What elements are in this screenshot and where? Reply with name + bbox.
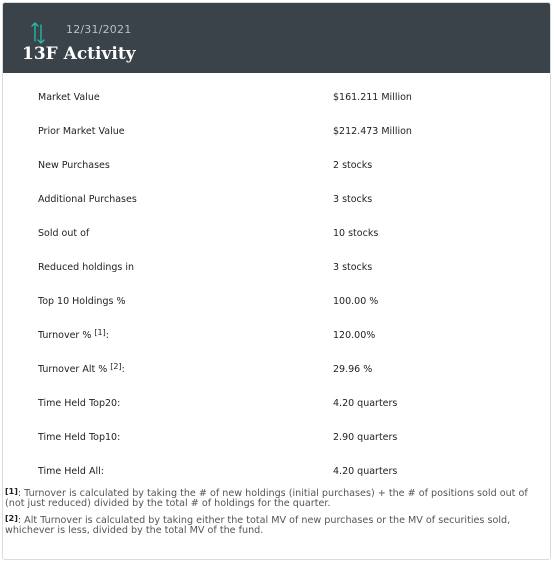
row-value: 4.20 quarters [333,398,398,409]
row-label-text: Turnover Alt % [38,364,108,375]
table-row [3,388,550,422]
table-row [3,286,550,320]
row-label: Time Held All: [38,466,104,477]
table-row [3,252,550,286]
row-value: 3 stocks [333,262,373,273]
table-row [3,184,550,218]
activity-card [2,2,551,560]
table-row [3,116,550,150]
table-row [3,82,550,116]
row-value: 2.90 quarters [333,432,398,443]
footnote-marker: [2] [5,514,18,523]
table-row [3,456,550,490]
row-value: 100.00 % [333,296,379,307]
row-label: Time Held Top20: [38,398,121,409]
table-row [3,354,550,388]
row-label: Sold out of [38,228,90,239]
row-label-turnover-alt [38,364,125,375]
row-label-suffix: : [121,364,125,375]
row-label: Top 10 Holdings % [38,296,126,307]
footnote-1 [5,489,545,509]
row-value: 2 stocks [333,160,373,171]
up-down-arrows-icon [30,20,46,46]
row-label-turnover [38,330,109,341]
row-value: 29.96 % [333,364,373,375]
footnote-ref-1[interactable]: [1] [94,328,106,337]
row-value: 10 stocks [333,228,379,239]
row-label: Reduced holdings in [38,262,135,273]
row-label: Prior Market Value [38,126,125,137]
row-value: 120.00% [333,330,376,341]
table-row [3,150,550,184]
footnotes [5,489,545,543]
row-value: $212.473 Million [333,126,412,137]
footnote-ref-2[interactable]: [2] [110,362,122,371]
footnote-marker: [1] [5,487,18,496]
row-label: Market Value [38,92,100,103]
report-date: 12/31/2021 [66,23,132,36]
activity-table [3,82,550,490]
row-label-suffix: : [105,330,109,341]
row-label: Time Held Top10: [38,432,121,443]
table-row [3,320,550,354]
row-value: 3 stocks [333,194,373,205]
row-label: Additional Purchases [38,194,137,205]
row-label: New Purchases [38,160,110,171]
row-value: $161.211 Million [333,92,412,103]
table-row [3,218,550,252]
row-value: 4.20 quarters [333,466,398,477]
table-row [3,422,550,456]
row-label-text: Turnover % [38,330,92,341]
footnote-text: : Turnover is calculated by taking the # of new holdings (initial purchases) + the # of positions sold out of (not just reduced) divided by the total # of holdings for the quarter. [5,488,528,509]
footnote-2 [5,516,545,536]
card-header [3,3,550,73]
card-title: 13F Activity [22,44,136,64]
footnote-text: : Alt Turnover is calculated by taking either the total MV of new purchases or the MV of securities sold, whichever is less, divided by the total MV of the fund. [5,515,511,536]
